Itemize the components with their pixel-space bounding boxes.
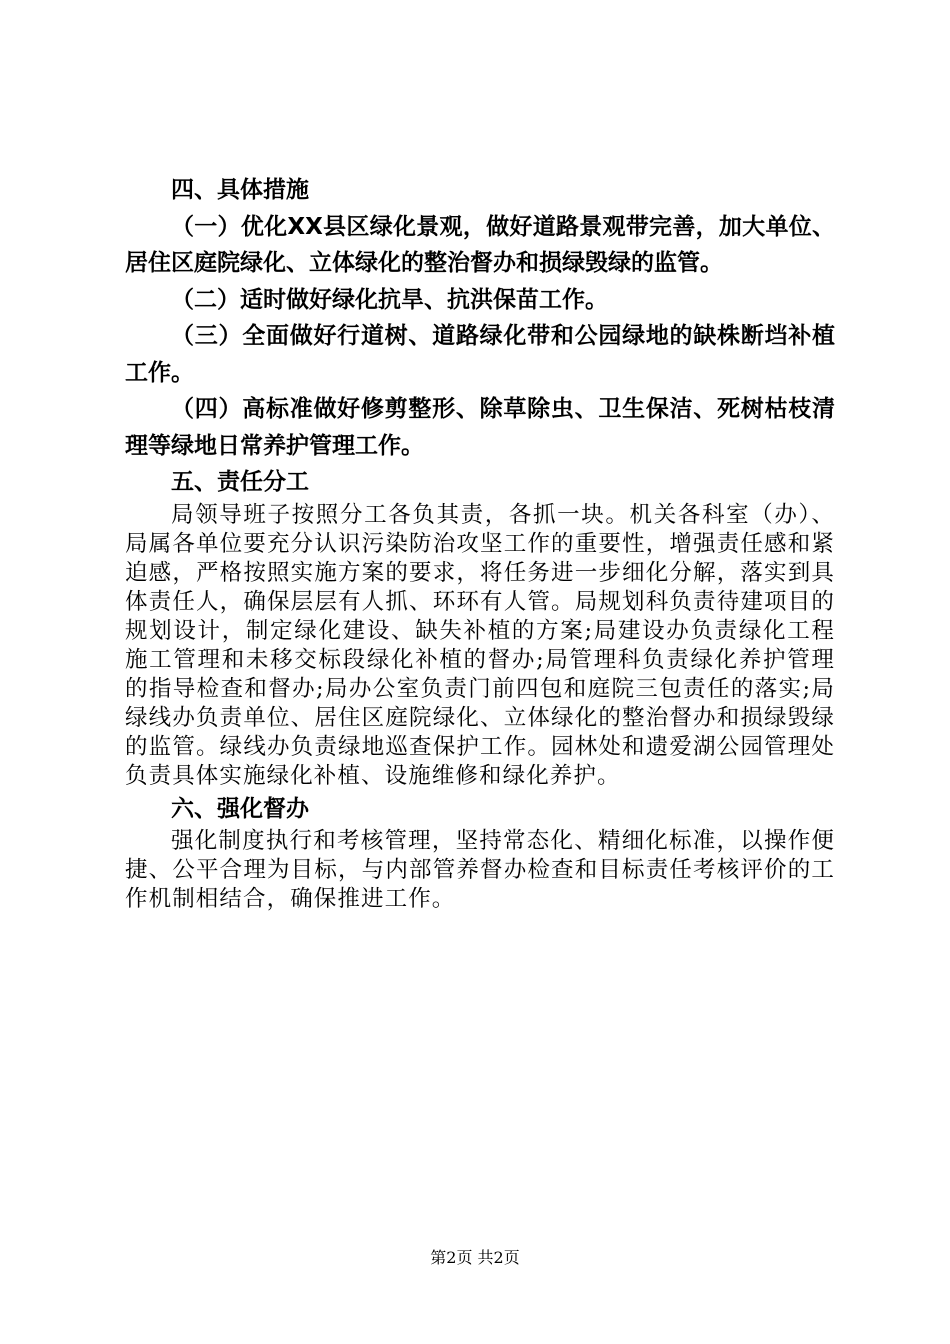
- supervision-paragraph: 强化制度执行和考核管理，坚持常态化、精细化标准，以操作便捷、公平合理为目标，与内部管养督办检查和目标责任考核评价的工作机制相结合，确保推进工作。: [125, 828, 835, 912]
- measure-item-3: （三）全面做好行道树、道路绿化带和公园绿地的缺株断垱补植工作。: [125, 323, 835, 386]
- measure-item-2: （二）适时做好绿化抗旱、抗洪保苗工作。: [171, 286, 608, 313]
- measure-item-1: （一）优化XX县区绿化景观，做好道路景观带完善，加大单位、居住区庭院绿化、立体绿化的整治督办和损绿毁绿的监管。: [125, 213, 835, 276]
- section-heading-measures: 四、具体措施: [171, 177, 309, 203]
- document-body: [125, 172, 835, 914]
- measure-item-4: （四）高标准做好修剪整形、除草除虫、卫生保洁、死树枯枝清理等绿地日常养护管理工作。: [125, 396, 835, 459]
- page-footer: 第2页 共2页: [430, 1248, 520, 1267]
- responsibility-paragraph: 局领导班子按照分工各负其责，各抓一块。机关各科室（办）、局属各单位要充分认识污染防治攻坚工作的重要性，增强责任感和紧迫感，严格按照实施方案的要求，将任务进一步细化分解，落实到具体责任人，确保层层有人抓、环环有人管。局规划科负责待建项目的规划设计，制定绿化建设、缺失补植的方案;局建设办负责绿化工程施工管理和未移交标段绿化补植的督办;局管理科负责绿化养护管理的指导检查和督办;局办公室负责门前四包和庭院三包责任的落实;局绿线办负责单位、居住区庭院绿化、立体绿化的整治督办和损绿毁绿的监管。绿线办负责绿地巡查保护工作。园林处和遗爱湖公园管理处负责具体实施绿化补植、设施维修和绿化养护。: [125, 501, 835, 789]
- section-heading-responsibility: 五、责任分工: [171, 469, 309, 495]
- section-heading-supervision: 六、强化督办: [171, 795, 309, 822]
